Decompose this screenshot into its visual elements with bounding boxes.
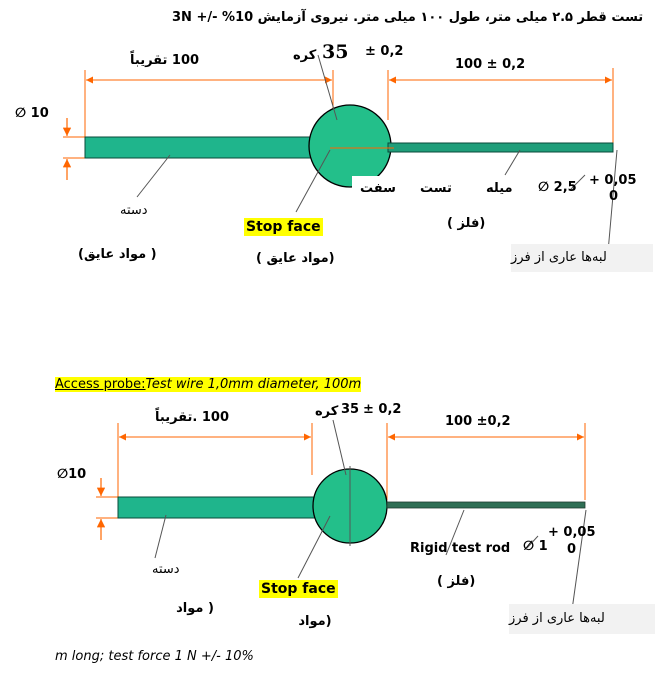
top-rod-label-2: تست — [420, 181, 452, 196]
top-edge-note: لبه‌ها عاری از فرز — [511, 244, 653, 272]
top-handle-diameter: ∅ 10 — [15, 106, 49, 121]
top-rod-tolerance-zero: 0 — [609, 189, 619, 204]
top-handle-material: ( مواد عایق) — [78, 247, 157, 262]
top-handle-label: دسته — [120, 203, 148, 218]
bottom-sphere-leader — [333, 420, 346, 475]
bottom-handle-label: دسته — [152, 562, 180, 577]
top-rod-leader — [505, 150, 520, 175]
bottom-title: Access probe: — [55, 377, 146, 392]
bottom-edge-note: لبه‌ها عاری از فرز — [509, 604, 655, 634]
top-rod-material: (فلز ) — [447, 216, 486, 231]
bottom-rod-material: (فلز ) — [437, 574, 476, 589]
top-handle-bar — [85, 137, 315, 158]
top-stop-material: (مواد عایق ) — [256, 251, 335, 266]
top-sphere — [309, 105, 391, 187]
top-probe-drawing — [63, 55, 617, 252]
top-stop-face-label: Stop face — [246, 219, 321, 235]
bottom-rod-tolerance-plus: + 0,05 — [548, 525, 596, 540]
top-sphere-leader — [318, 55, 337, 120]
bottom-handle-material: ( مواد — [158, 598, 232, 620]
top-rod-label-3: سفت — [360, 181, 396, 196]
bottom-handle-leader — [155, 515, 166, 558]
bottom-rod — [387, 502, 585, 508]
top-rod-tolerance-plus: + 0,05 — [589, 173, 637, 188]
top-handle-length-label: 100 تقریباً — [130, 53, 200, 68]
top-handle-leader — [137, 155, 170, 197]
bottom-sphere-tolerance: ± 0,2 — [363, 402, 402, 417]
bottom-handle-bar — [118, 497, 318, 518]
bottom-stopface-leader — [298, 516, 330, 578]
top-rod-length-label: 100 ± 0,2 — [455, 57, 526, 72]
top-sphere-label: کره — [293, 48, 317, 63]
bottom-handle-length-label: 100 .تقریباً — [155, 410, 229, 425]
bottom-stop-face-label: Stop face — [261, 581, 336, 597]
bottom-sphere-label: کره — [315, 404, 339, 419]
bottom-rod-label: Rigid test rod — [410, 541, 511, 556]
top-rod-diameter: ∅ 2,5 — [538, 180, 577, 195]
bottom-rod-tolerance-zero: 0 — [567, 542, 577, 557]
bottom-rod-diameter: ∅ 1 — [523, 539, 548, 554]
bottom-footer: m long; test force 1 N +/- 10% — [55, 649, 254, 664]
top-rod-label-box — [352, 176, 532, 202]
top-rod-label-1: میله — [486, 181, 513, 196]
bottom-sphere-diameter: 35 — [341, 402, 360, 417]
bottom-rod-length-label: 100 ±0,2 — [445, 414, 511, 429]
bottom-title-row — [55, 377, 361, 392]
top-title: تست قطر ۲.۵ میلی متر، طول ۱۰۰ میلی متر. نیروی آزمایش 10% -/+ 3N — [172, 10, 644, 25]
bottom-handle-diameter: ∅10 — [57, 467, 87, 482]
top-rod — [388, 143, 613, 152]
bottom-stop-material: (مواد — [280, 611, 350, 633]
bottom-subtitle: Test wire 1,0mm diameter, 100m — [145, 377, 362, 392]
bottom-probe-drawing — [96, 420, 586, 610]
top-sphere-tolerance: ± 0,2 — [365, 44, 404, 59]
top-sphere-diameter: 35 — [322, 41, 349, 63]
